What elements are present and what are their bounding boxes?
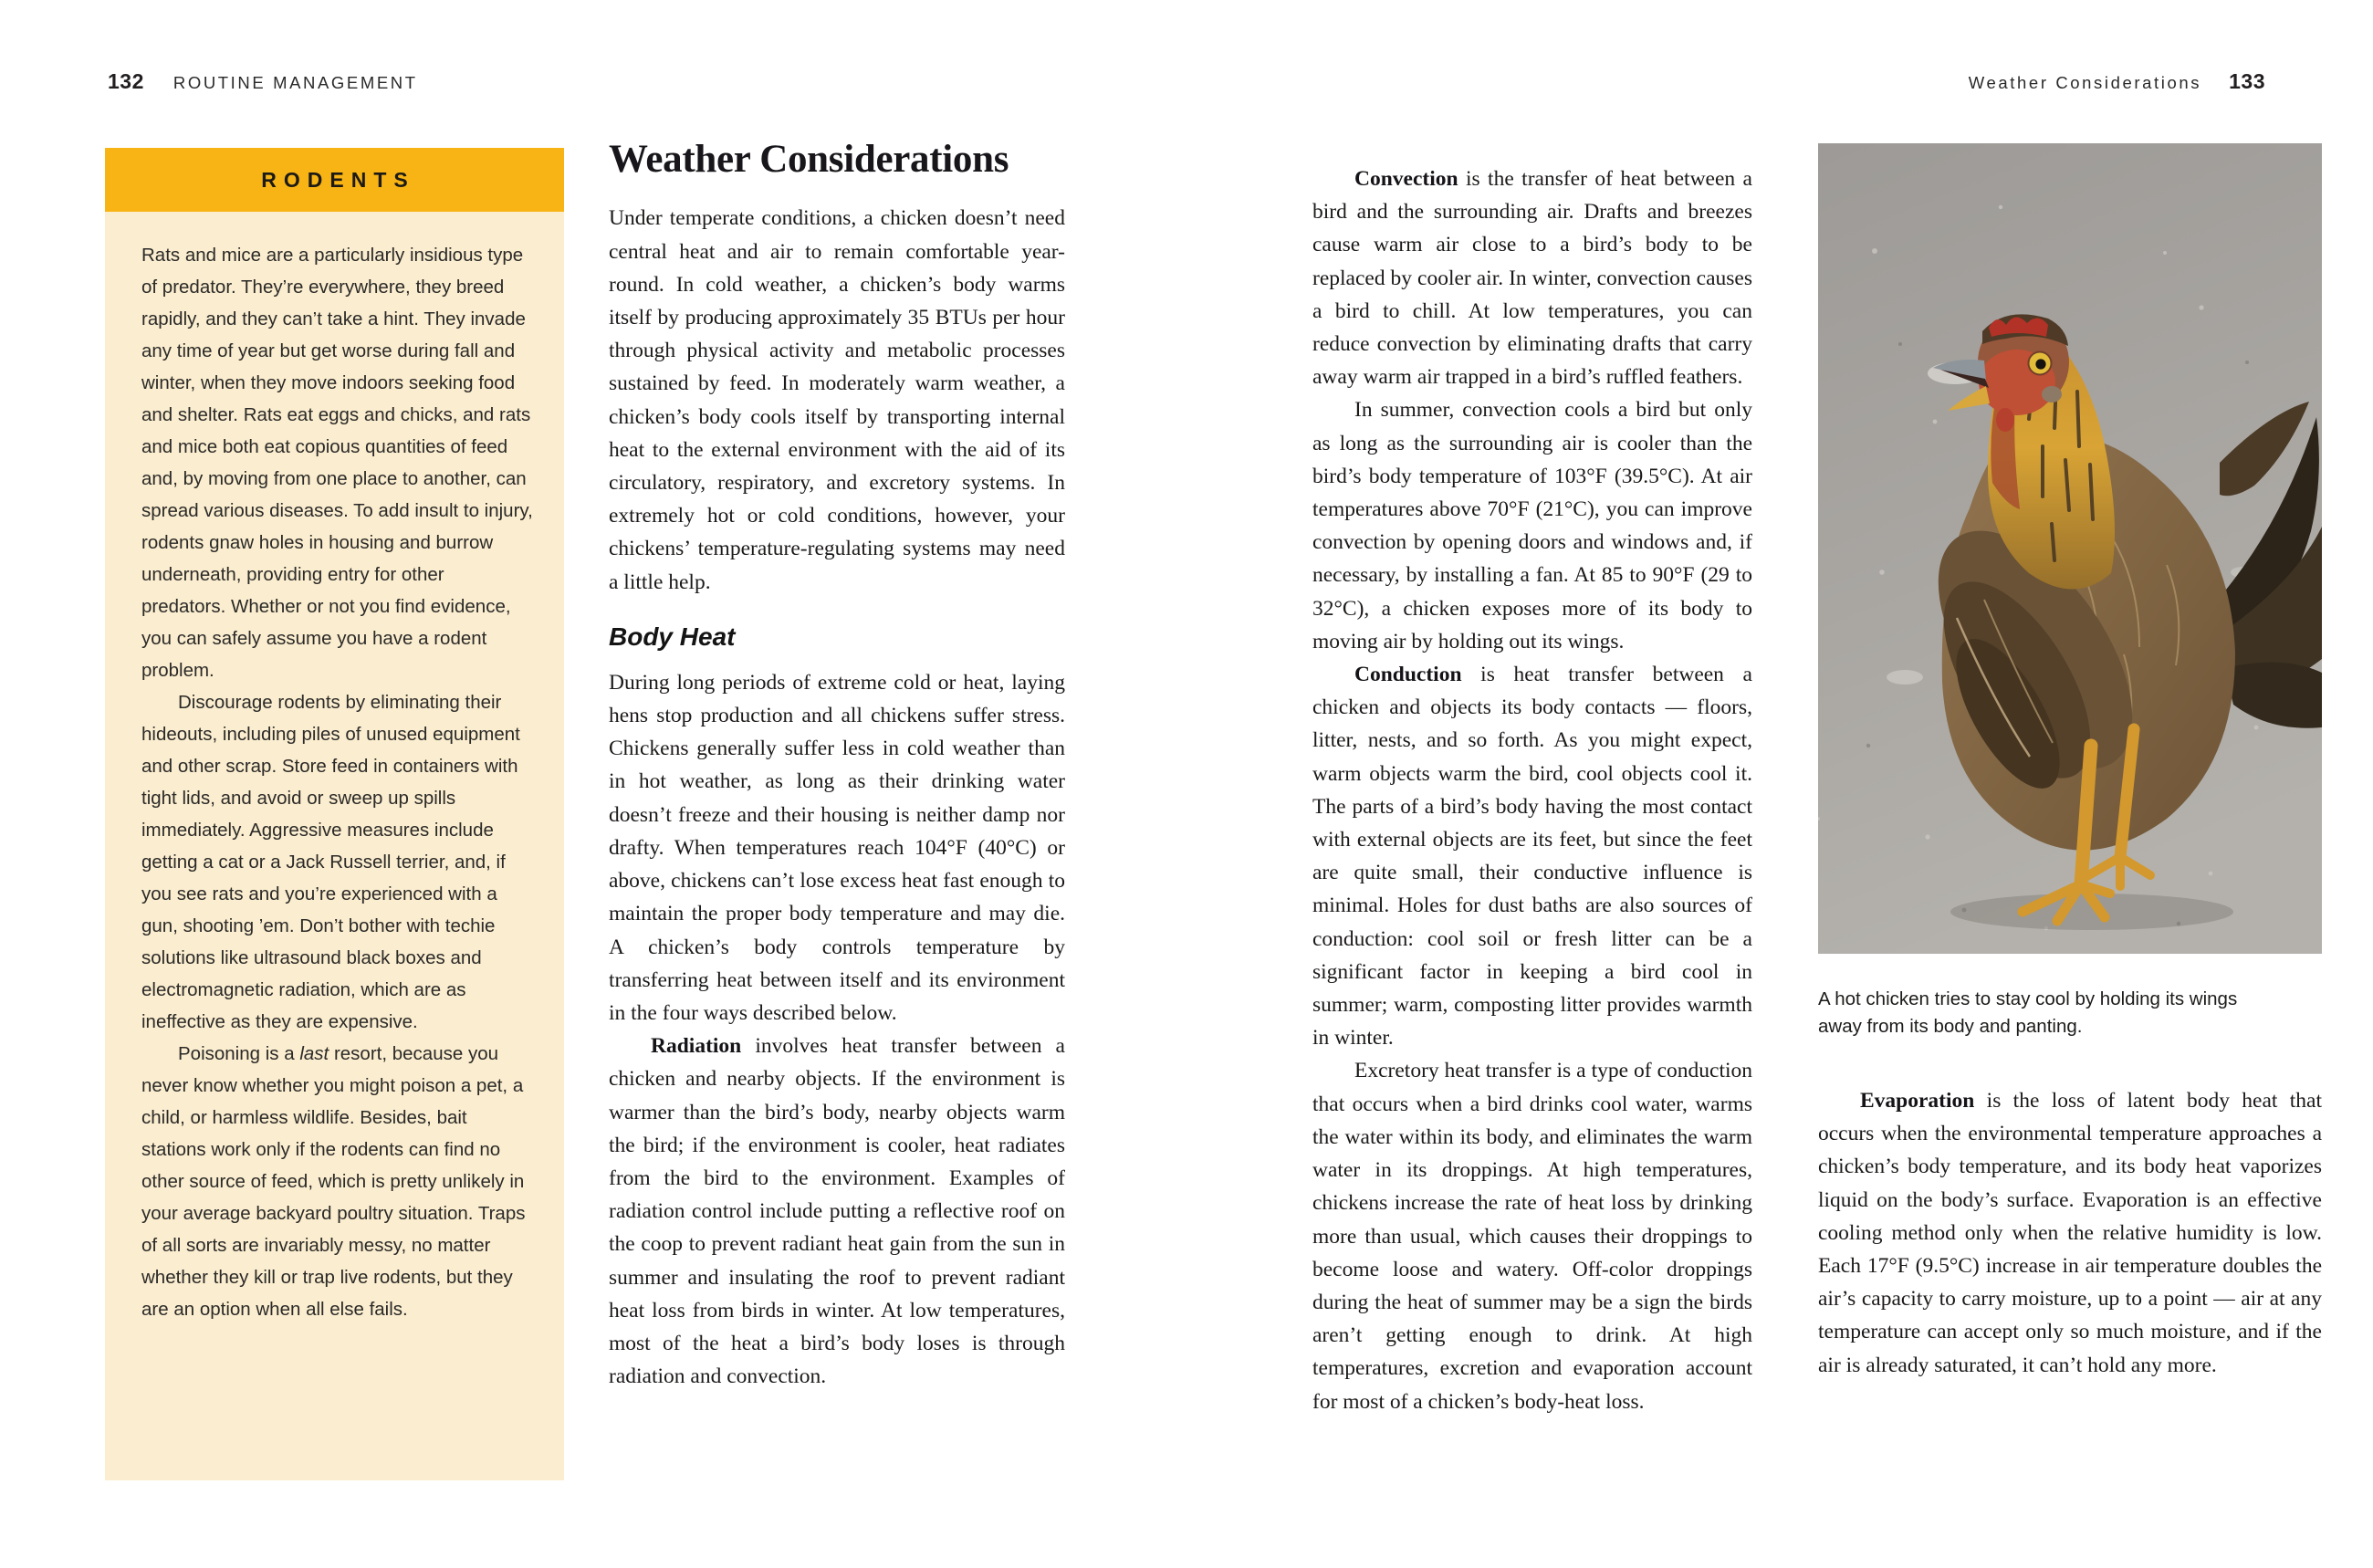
- convection-lead: Convection: [1354, 167, 1458, 191]
- evaporation-text: is the loss of latent body heat that occurs when the environmental temperature approaches a chicken’s body temperature, and its body heat vaporizes liquid on the body’s surface. Evaporation is an effective cooling method only when the relative humidity is low. Each 17°F (9.5°C) increase in air temperature doubles the air’s capacity to carry moisture, up to a point — air at any temperature can accept only so much moisture, and if the air is already saturated, it can’t hold any more.: [1818, 1089, 2322, 1377]
- radiation-lead: Radiation: [651, 1034, 742, 1059]
- chicken-illustration: [1818, 143, 2322, 954]
- running-head-right-title: Weather Considerations: [1968, 73, 2202, 92]
- sidebar-paragraph-3-italic: last: [299, 1043, 329, 1064]
- convection-paragraph: [1312, 162, 1752, 393]
- running-head-left-title: ROUTINE MANAGEMENT: [172, 73, 418, 92]
- sidebar-title: RODENTS: [261, 167, 415, 192]
- wattle: [1996, 408, 2014, 432]
- excretory-paragraph: Excretory heat transfer is a type of conduction that occurs when a bird drinks cool water, warms the water within its body, and eliminates the warm water in its droppings. At high temperatures, chickens increase the rate of heat loss by drinking more than usual, which causes their droppings to become loose and watery. Off-color droppings during the heat of summer may be a sign the birds aren’t getting enough to drink. At high temperatures, excretion and evaporation account for most of a chicken’s body-heat loss.: [1312, 1059, 1752, 1414]
- photo-caption: A hot chicken tries to stay cool by holding its wings away from its body and panting.: [1818, 988, 2238, 1037]
- convection-text: is the transfer of heat between a bird and the surrounding air. Drafts and breezes cause warm air close to a bird’s body to be replaced by cooler air. In winter, convection causes a bird to chill. At low temperatures, you can reduce convection by eliminating drafts that carry away warm air trapped in a bird’s ruffled feathers.: [1312, 167, 1752, 390]
- chicken-photo-figure: [1818, 143, 2322, 1037]
- chicken-photo: [1818, 143, 2322, 954]
- page-number-right: 133: [2229, 69, 2265, 93]
- intro-paragraph: Under temperate conditions, a chicken doesn’t need central heat and air to remain comfortable year-round. In cold weather, a chicken’s body warms itself by producing approximately 35 BTUs per hour through physical activity and metabolic processes sustained by feed. In moderately warm weather, a chicken’s body cools itself by transporting internal heat to the external environment with the aid of its circulatory, respiratory, and excretory systems. In extremely hot or cold conditions, however, your chickens’ temperature-regulating systems may need a little help.: [609, 206, 1065, 594]
- evaporation-paragraph: [1818, 1084, 2322, 1382]
- page-number-left: 132: [108, 69, 144, 93]
- radiation-text: involves heat transfer between a chicken and nearby objects. If the environment is warmer than the bird’s body, nearby objects warm the bird; if the environment is cooler, heat radiates from the bird to the environment. Examples of radiation control include putting a reflective roof on the coop to prevent radiant heat gain from the sun in summer and insulating the roof to prevent radiant heat loss from birds in winter. At low temperatures, most of the heat a bird’s body loses is through radiation and convection.: [609, 1034, 1065, 1389]
- radiation-paragraph: [609, 1030, 1065, 1393]
- article-column-2: [1312, 162, 1752, 1418]
- article-column-1: [609, 137, 1065, 1393]
- convection-paragraph-2: In summer, convection cools a bird but only as long as the surrounding air is cooler than the bird’s body temperature of 103°F (39.5°C). At air temperatures above 70°F (21°C), you can improve convection by opening doors and windows and, if necessary, by installing a fan. At 85 to 90°F (29 to 32°C), a chicken exposes more of its body to moving air by holding out its wings.: [1312, 398, 1752, 653]
- conduction-text: is heat transfer between a chicken and objects its body contacts — floors, litter, nests, and so forth. As you might expect, warm objects warm the bird, cool objects cool it. The parts of a bird’s body having the most contact with external objects are its feet, but since the feet are quite small, their conductive influence is minimal. Holes for dust baths are also sources of conduction: cool soil or fresh litter can be a significant factor in keeping a bird cool in summer; warm, composting litter provides warmth in winter.: [1312, 663, 1752, 1051]
- sidebar-paragraph-3-post: resort, because you never know whether you might poison a pet, a child, or harmless wildlife. Besides, bait stations work only if the rodents can find no other source of feed, which is pretty unlikely in your average backyard poultry situation. Traps of all sorts are invariably messy, no matter whether they kill or trap live rodents, but they are an option when all else fails.: [141, 1043, 526, 1320]
- sidebar-paragraph-3-pre: Poisoning is a: [178, 1043, 300, 1064]
- sidebar-paragraph-3: [141, 1038, 533, 1325]
- rodents-sidebar: [105, 148, 564, 1480]
- running-head-right: [1969, 69, 2265, 94]
- sidebar-title-bar: [105, 148, 564, 212]
- body-heat-heading: Body Heat: [609, 622, 736, 651]
- conduction-lead: Conduction: [1354, 663, 1462, 687]
- running-head-left: [108, 69, 418, 94]
- sidebar-paragraph-1: Rats and mice are a particularly insidious type of predator. They’re everywhere, they breed rapidly, and they can’t take a hint. They invade any time of year but get worse during fall and winter, when they move indoors seeking food and shelter. Rats eat eggs and chicks, and rats and mice both eat copious quantities of feed and, by moving from one place to another, can spread various diseases. To add insult to injury, rodents gnaw holes in housing and burrow underneath, providing entry for other predators. Whether or not you find evidence, you can safely assume you have a rodent problem.: [141, 245, 533, 681]
- conduction-paragraph: [1312, 658, 1752, 1054]
- sidebar-body: [105, 212, 564, 1480]
- article-title: Weather Considerations: [609, 138, 1009, 181]
- sidebar-paragraph-2: Discourage rodents by eliminating their hideouts, including piles of unused equipment and other scrap. Store feed in containers with tight lids, and avoid or sweep up spills immediately. Aggressive measures include getting a cat or a Jack Russell terrier, and, if you see rats and you’re experienced with a gun, shooting ’em. Don’t bother with techie solutions like ultrasound black boxes and electromagnetic radiation, which are as ineffective as they are expensive.: [141, 692, 520, 1032]
- evaporation-lead: Evaporation: [1860, 1089, 1975, 1113]
- body-heat-paragraph: During long periods of extreme cold or heat, laying hens stop production and all chickens suffer stress. Chickens generally suffer less in cold weather than in hot weather, as long as their drinking water doesn’t freeze and their housing is neither damp nor drafty. When temperatures reach 104°F (40°C) or above, chickens can’t lose excess heat fast enough to maintain the proper body temperature and may die. A chicken’s body controls temperature by transferring heat between itself and its environment in the four ways described below.: [609, 670, 1065, 1025]
